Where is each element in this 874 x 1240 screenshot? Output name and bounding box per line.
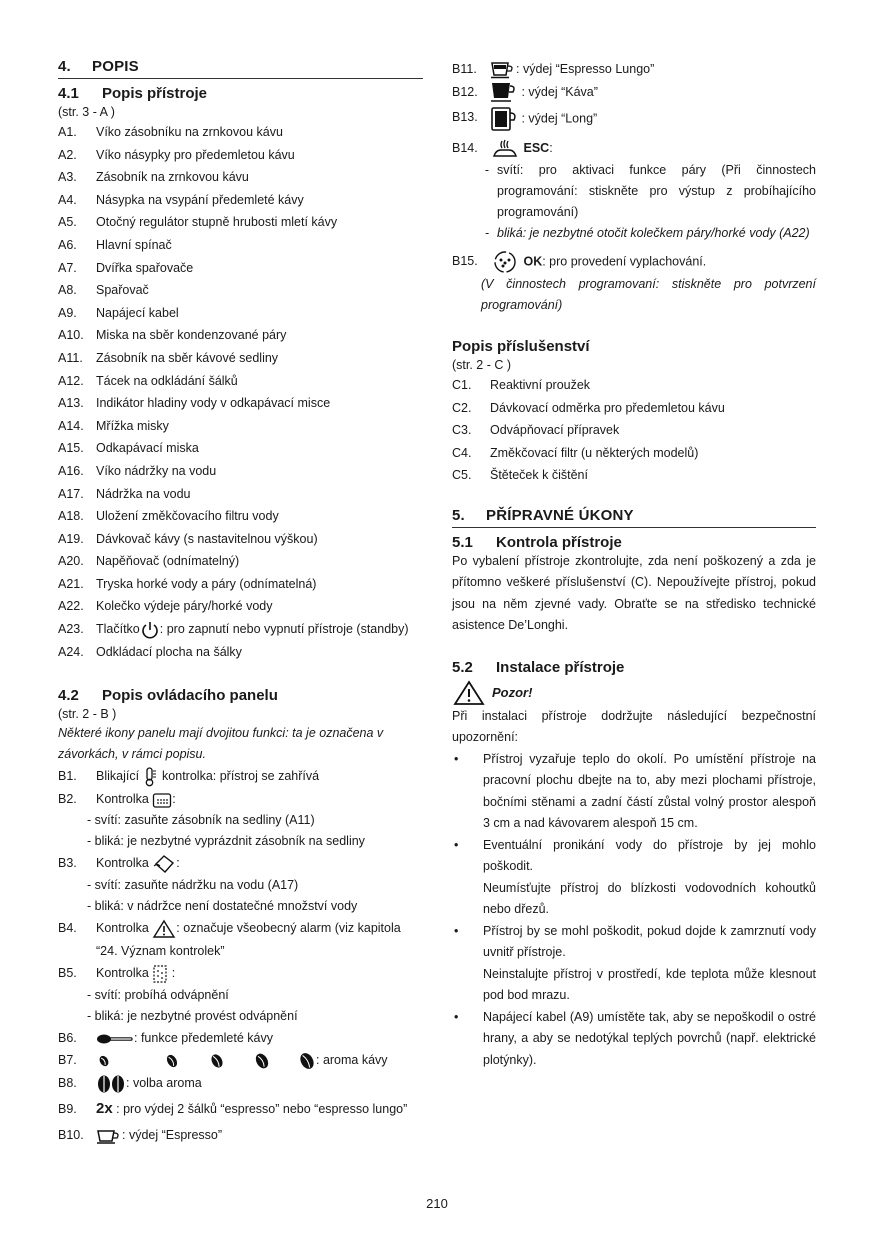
accessories-heading: Popis příslušenství: [452, 338, 590, 355]
list-item-b8: B8. : volba aroma: [58, 1072, 423, 1095]
dash-line: - bliká: je nezbytné otočit kolečkem páry/horké vody (A22): [484, 226, 810, 240]
list-item-b15: B15. OK: pro provedení vyplachování.: [452, 250, 816, 274]
list-item: A20. Napěňovač (odnímatelný): [58, 554, 240, 569]
list-item: A11. Zásobník na sběr kávové sedliny: [58, 350, 279, 365]
two-cups-icon: 2x: [96, 1099, 113, 1117]
coffee-cup-icon: [490, 81, 518, 103]
section-4-2-heading: [58, 687, 423, 704]
warning-heading: Pozor!: [452, 680, 816, 706]
long-cup-icon: [490, 106, 518, 132]
list-item-b7: B7. : aroma kávy: [58, 1049, 423, 1072]
sub-line: - svítí: probíhá odvápnění: [87, 987, 229, 1002]
list-item-b1: B1. Blikající kontrolka: přístroj se zahřívá: [58, 765, 423, 788]
page-reference: (str. 2 - B ): [58, 707, 117, 722]
subsection-number: 4.1: [58, 85, 79, 102]
list-item: A18. Uložení změkčovacího filtru vody: [58, 509, 279, 524]
accessories-list: [452, 374, 816, 487]
aroma-beans-icon: [96, 1052, 316, 1070]
list-item-b5: B5. Kontrolka :: [58, 962, 423, 985]
list-item: A4. Násypka na vsypání předemleté kávy: [58, 192, 304, 207]
bullet-item: • Přístroj by se mohl poškodit, pokud dojde k zamrznutí vody uvnitř přístroje. Neinstalujte přístroj v prostředí, kde teplota může klesnout pod bod mrazu.: [454, 923, 816, 1003]
list-item: A15. Odkapávací miska: [58, 441, 199, 456]
water-tank-icon: [152, 854, 176, 874]
list-item: A5. Otočný regulátor stupně hrubosti mletí kávy: [58, 215, 338, 230]
section-5-heading: 5. PŘÍPRAVNÉ ÚKONY: [452, 507, 816, 528]
list-item: A14. Mřížka misky: [58, 418, 169, 433]
inspection-paragraph: Po vybalení přístroje zkontrolujte, zda není poškozený a zda je přítomno veškeré příslušenství (C). Nepoužívejte přístroj, pokud jsou na něm zjevné vady. Obraťte se na středisko technické asistence De’Longhi.: [452, 553, 816, 633]
sub-line: - bliká: je nezbytné vyprázdnit zásobník na sedliny: [87, 834, 365, 849]
coffee-scoop-icon: [96, 1032, 134, 1046]
sub-line: - svítí: zasuňte nádržku na vodu (A17): [87, 878, 299, 893]
dash-line: - svítí: pro aktivaci funkce páry (Při činnostech programování: stiskněte pro výstup z probíhajícího programování): [484, 163, 816, 219]
aroma-select-icon: [96, 1074, 126, 1094]
warning-icon: [452, 680, 486, 706]
list-item: A7. Dvířka spařovače: [58, 260, 194, 275]
subsection-title: Popis ovládacího panelu: [102, 687, 278, 705]
page-number: 210: [426, 1196, 448, 1211]
list-item-a24: A24. Odkládací plocha na šálky: [58, 644, 242, 659]
list-item-b2: B2. Kontrolka :: [58, 788, 423, 811]
steam-icon: [490, 138, 520, 160]
list-item-b6: B6. : funkce předemleté kávy: [58, 1030, 273, 1045]
list-item-a23: A23. Tlačítko : pro zapnutí nebo vypnutí přístroje (standby): [58, 618, 423, 641]
list-item: A3. Zásobník na zrnkovou kávu: [58, 170, 249, 185]
espresso-lungo-cup-icon: [490, 60, 516, 80]
panel-note: Některé ikony panelu mají dvojitou funkci: ta je označena v závorkách, v rámci popisu.: [58, 726, 384, 762]
list-item: A2. Víko násypky pro předemletou kávu: [58, 147, 295, 162]
list-item-b4: B4. Kontrolka : označuje všeobecný alarm (viz kapitola “24. Význam kontrolek”: [58, 917, 423, 962]
list-item: A13. Indikátor hladiny vody v odkapávací misce: [58, 396, 331, 411]
espresso-cup-icon: [96, 1127, 122, 1145]
safety-bullets: [452, 749, 816, 1072]
list-item: A19. Dávkovač kávy (s nastavitelnou výškou): [58, 531, 318, 546]
list-item-b12: B12. : výdej “Káva”: [452, 81, 816, 104]
list-item: C1. Reaktivní proužek: [452, 378, 591, 392]
list-item: A10. Miska na sběr kondenzované páry: [58, 328, 287, 343]
section-4-1-heading: [58, 85, 423, 102]
page-reference: (str. 3 - A ): [58, 105, 115, 119]
list-item-b10: B10. : výdej “Espresso”: [58, 1124, 423, 1147]
power-icon: [140, 620, 160, 640]
warning-icon: [152, 919, 176, 939]
list-item: A21. Tryska horké vody a páry (odnímatelná): [58, 576, 317, 591]
section-title: POPIS: [92, 58, 139, 75]
grounds-container-icon: [152, 791, 172, 809]
list-item: A22. Kolečko výdeje páry/horké vody: [58, 599, 273, 614]
rinse-note: (V činnostech programovaní: stiskněte pro potvrzení programování): [481, 277, 816, 312]
list-item: C3. Odvápňovací přípravek: [452, 423, 620, 438]
device-parts-list: [58, 121, 423, 618]
thermometer-icon: [143, 767, 159, 787]
list-item-b9: B9. 2x : pro výdej 2 šálků “espresso” nebo “espresso lungo”: [58, 1099, 408, 1117]
descale-icon: [152, 964, 168, 984]
sub-line: - svítí: zasuňte zásobník na sedliny (A11): [87, 813, 315, 828]
sub-line: - bliká: v nádržce není dostatečné množství vody: [87, 899, 358, 914]
sub-line: - bliká: je nezbytné provést odvápnění: [87, 1008, 298, 1023]
list-item-b11: B11. : výdej “Espresso Lungo”: [452, 58, 816, 81]
list-item-b14: B14. ESC:: [452, 137, 816, 160]
section-4-heading: [58, 58, 423, 79]
list-item: A12. Tácek na odkládání šálků: [58, 373, 238, 388]
bullet-item: • Eventuální pronikání vody do přístroje by jej mohlo poškodit. Neumísťujte přístroj do blízkosti vodovodních kohoutků nebo dřezů.: [454, 837, 816, 917]
list-item: A1. Víko zásobníku na zrnkovou kávu: [58, 125, 283, 139]
section-5-1-heading: 5.1 Kontrola přístroje: [452, 533, 622, 551]
list-item-b3: B3. Kontrolka :: [58, 852, 423, 875]
section-5-2-heading: 5.2 Instalace přístroje: [452, 658, 625, 676]
bullet-item: • Přístroj vyzařuje teplo do okolí. Po umístění přístroje na pracovní plochu dbejte na to, aby mezi plochami přístroje, bočními stěnami a zadní částí zůstal volný prostor alespoň 3 cm a nad kávovarem alespoň 15 cm.: [454, 751, 816, 831]
list-item: C2. Dávkovací odměrka pro předemletou kávu: [452, 400, 725, 415]
bullet-item: • Napájecí kabel (A9) umístěte tak, aby se nepoškodil o ostré hrany, a aby se nedotýkal teplých povrchů (např. elektrické plotýnky).: [454, 1009, 816, 1067]
list-item: C4. Změkčovací filtr (u některých modelů): [452, 445, 699, 460]
subsection-number: 4.2: [58, 687, 79, 705]
rinse-icon: [490, 250, 520, 274]
list-item: A6. Hlavní spínač: [58, 237, 172, 252]
page-reference: (str. 2 - C ): [452, 358, 512, 372]
list-item: C5. Štěteček k čištění: [452, 468, 588, 483]
list-item: A9. Napájecí kabel: [58, 305, 179, 320]
right-column: [452, 58, 816, 1071]
left-column: [58, 58, 423, 1147]
list-item-b13: B13. : výdej “Long”: [452, 106, 816, 132]
list-item: A8. Spařovač: [58, 283, 149, 298]
list-item: A17. Nádržka na vodu: [58, 486, 191, 501]
subsection-title: Popis přístroje: [102, 85, 208, 102]
installation-intro: Při instalaci přístroje dodržujte následující bezpečnostní upozornění:: [452, 708, 816, 745]
list-item: A16. Víko nádržky na vodu: [58, 463, 217, 478]
section-number: 4.: [58, 58, 71, 75]
